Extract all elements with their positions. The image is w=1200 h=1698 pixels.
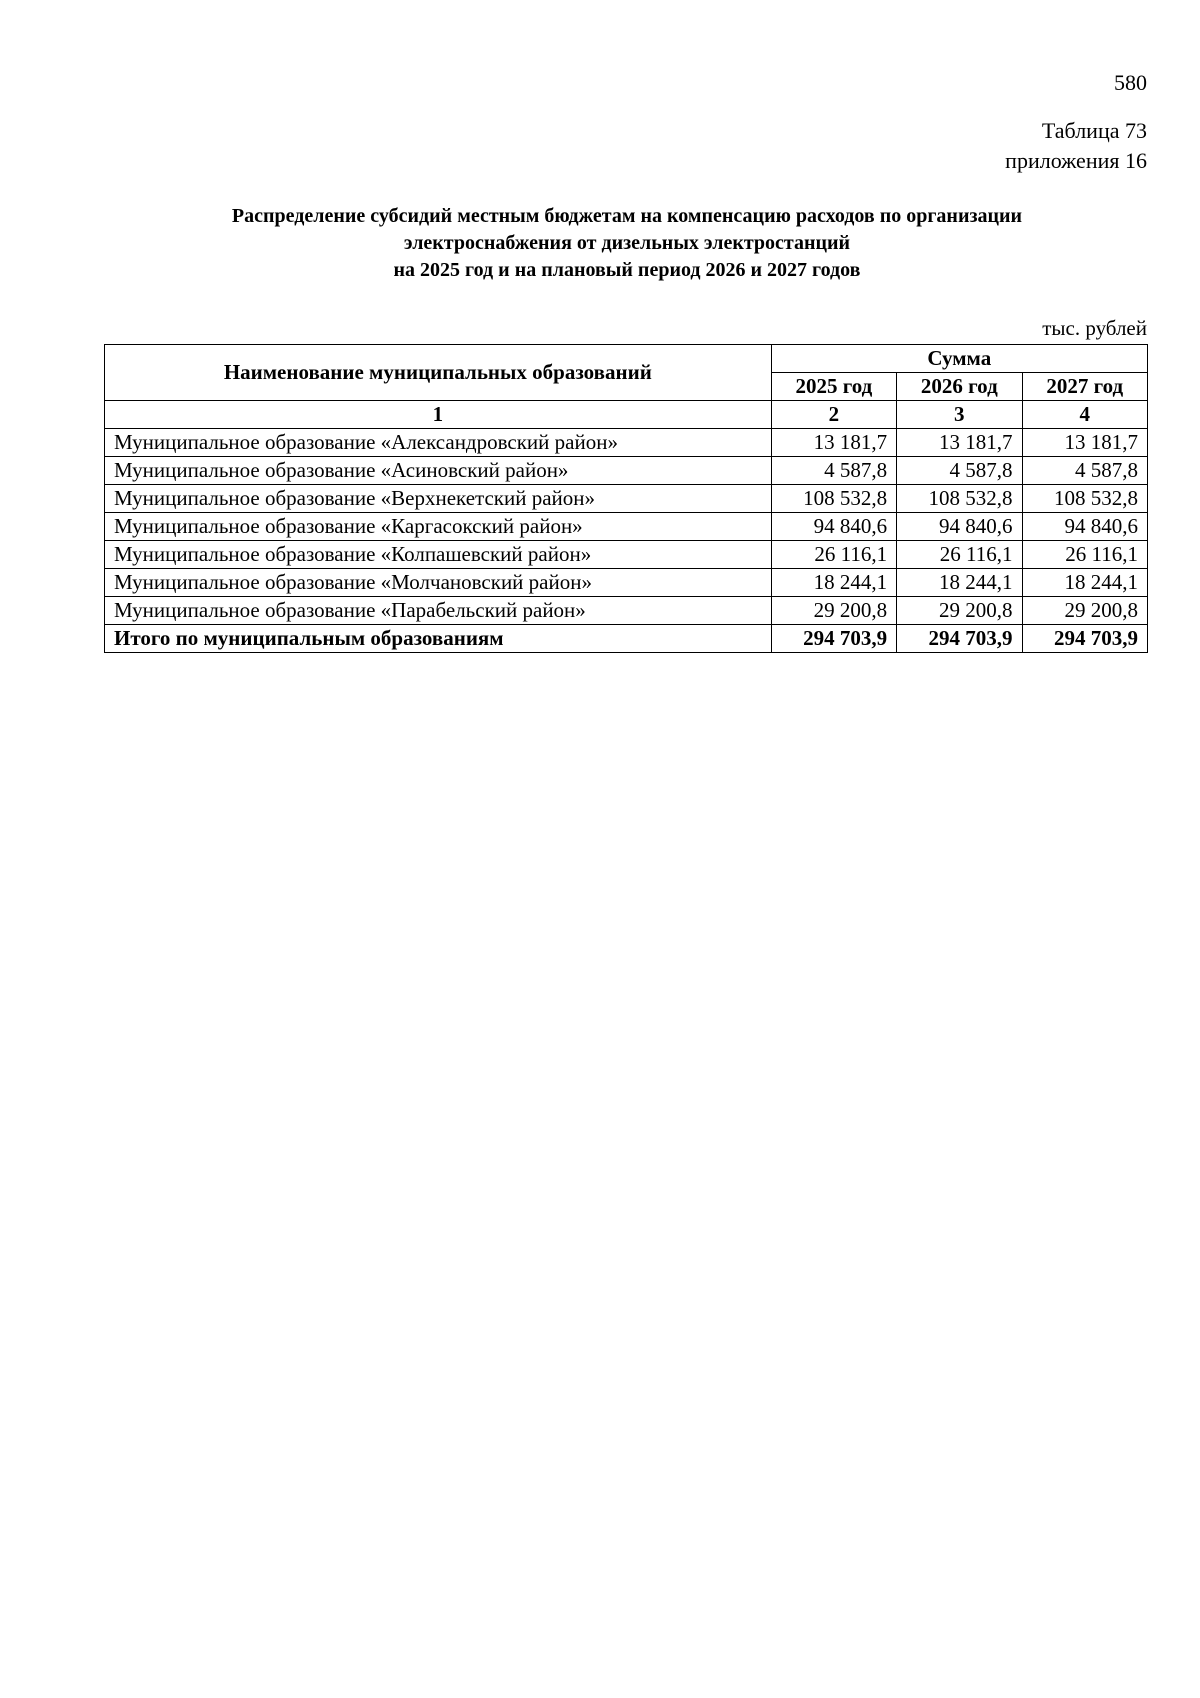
- table-total-row: [105, 625, 1148, 653]
- document-title: [104, 203, 1150, 284]
- total-value-2027: 294 703,9: [1022, 625, 1147, 653]
- header-sum: Сумма: [771, 345, 1147, 373]
- value-2025: 26 116,1: [771, 541, 896, 569]
- table-row: [105, 457, 1148, 485]
- table-header-row: [105, 345, 1148, 373]
- document-title-line1: Распределение субсидий местным бюджетам на компенсацию расходов по организации: [231, 205, 1023, 227]
- header-year-2026: 2026 год: [897, 373, 1022, 401]
- column-number: 2: [771, 401, 896, 429]
- header-name-column: Наименование муниципальных образований: [105, 345, 772, 401]
- value-2027: 18 244,1: [1022, 569, 1147, 597]
- value-2027: 29 200,8: [1022, 597, 1147, 625]
- column-number: 3: [897, 401, 1022, 429]
- municipality-name: Муниципальное образование «Верхнекетский район»: [105, 485, 772, 513]
- municipality-name: Муниципальное образование «Молчановский район»: [105, 569, 772, 597]
- value-2027: 94 840,6: [1022, 513, 1147, 541]
- document-title-line3: на 2025 год и на плановый период 2026 и 2027 годов: [393, 259, 861, 281]
- value-2026: 18 244,1: [897, 569, 1022, 597]
- value-2025: 4 587,8: [771, 457, 896, 485]
- table-reference-line1: Таблица 73: [1041, 118, 1147, 143]
- value-2025: 13 181,7: [771, 429, 896, 457]
- value-2027: 13 181,7: [1022, 429, 1147, 457]
- total-value-2025: 294 703,9: [771, 625, 896, 653]
- municipality-name: Муниципальное образование «Александровский район»: [105, 429, 772, 457]
- value-2027: 26 116,1: [1022, 541, 1147, 569]
- total-label: Итого по муниципальным образованиям: [105, 625, 772, 653]
- value-2026: 13 181,7: [897, 429, 1022, 457]
- value-2025: 18 244,1: [771, 569, 896, 597]
- page-number: 580: [1114, 70, 1147, 95]
- document-title-line2: электроснабжения от дизельных электростанций: [403, 232, 851, 254]
- value-2027: 108 532,8: [1022, 485, 1147, 513]
- value-2026: 29 200,8: [897, 597, 1022, 625]
- value-2025: 94 840,6: [771, 513, 896, 541]
- municipality-name: Муниципальное образование «Парабельский район»: [105, 597, 772, 625]
- value-2025: 29 200,8: [771, 597, 896, 625]
- table-row: [105, 597, 1148, 625]
- value-2027: 4 587,8: [1022, 457, 1147, 485]
- table-column-number-row: [105, 401, 1148, 429]
- municipality-name: Муниципальное образование «Каргасокский район»: [105, 513, 772, 541]
- subsidies-table: [104, 344, 1148, 653]
- header-year-2027: 2027 год: [1022, 373, 1147, 401]
- table-reference-line2: приложения 16: [1005, 148, 1147, 173]
- table-row: [105, 429, 1148, 457]
- total-value-2026: 294 703,9: [897, 625, 1022, 653]
- units-label: тыс. рублей: [1042, 316, 1147, 340]
- value-2026: 26 116,1: [897, 541, 1022, 569]
- municipality-name: Муниципальное образование «Асиновский район»: [105, 457, 772, 485]
- table-row: [105, 485, 1148, 513]
- table-row: [105, 541, 1148, 569]
- table-row: [105, 569, 1148, 597]
- value-2026: 94 840,6: [897, 513, 1022, 541]
- municipality-name: Муниципальное образование «Колпашевский район»: [105, 541, 772, 569]
- table-reference: [1005, 116, 1147, 176]
- value-2026: 108 532,8: [897, 485, 1022, 513]
- column-number: 1: [105, 401, 772, 429]
- table-row: [105, 513, 1148, 541]
- header-year-2025: 2025 год: [771, 373, 896, 401]
- column-number: 4: [1022, 401, 1147, 429]
- value-2026: 4 587,8: [897, 457, 1022, 485]
- value-2025: 108 532,8: [771, 485, 896, 513]
